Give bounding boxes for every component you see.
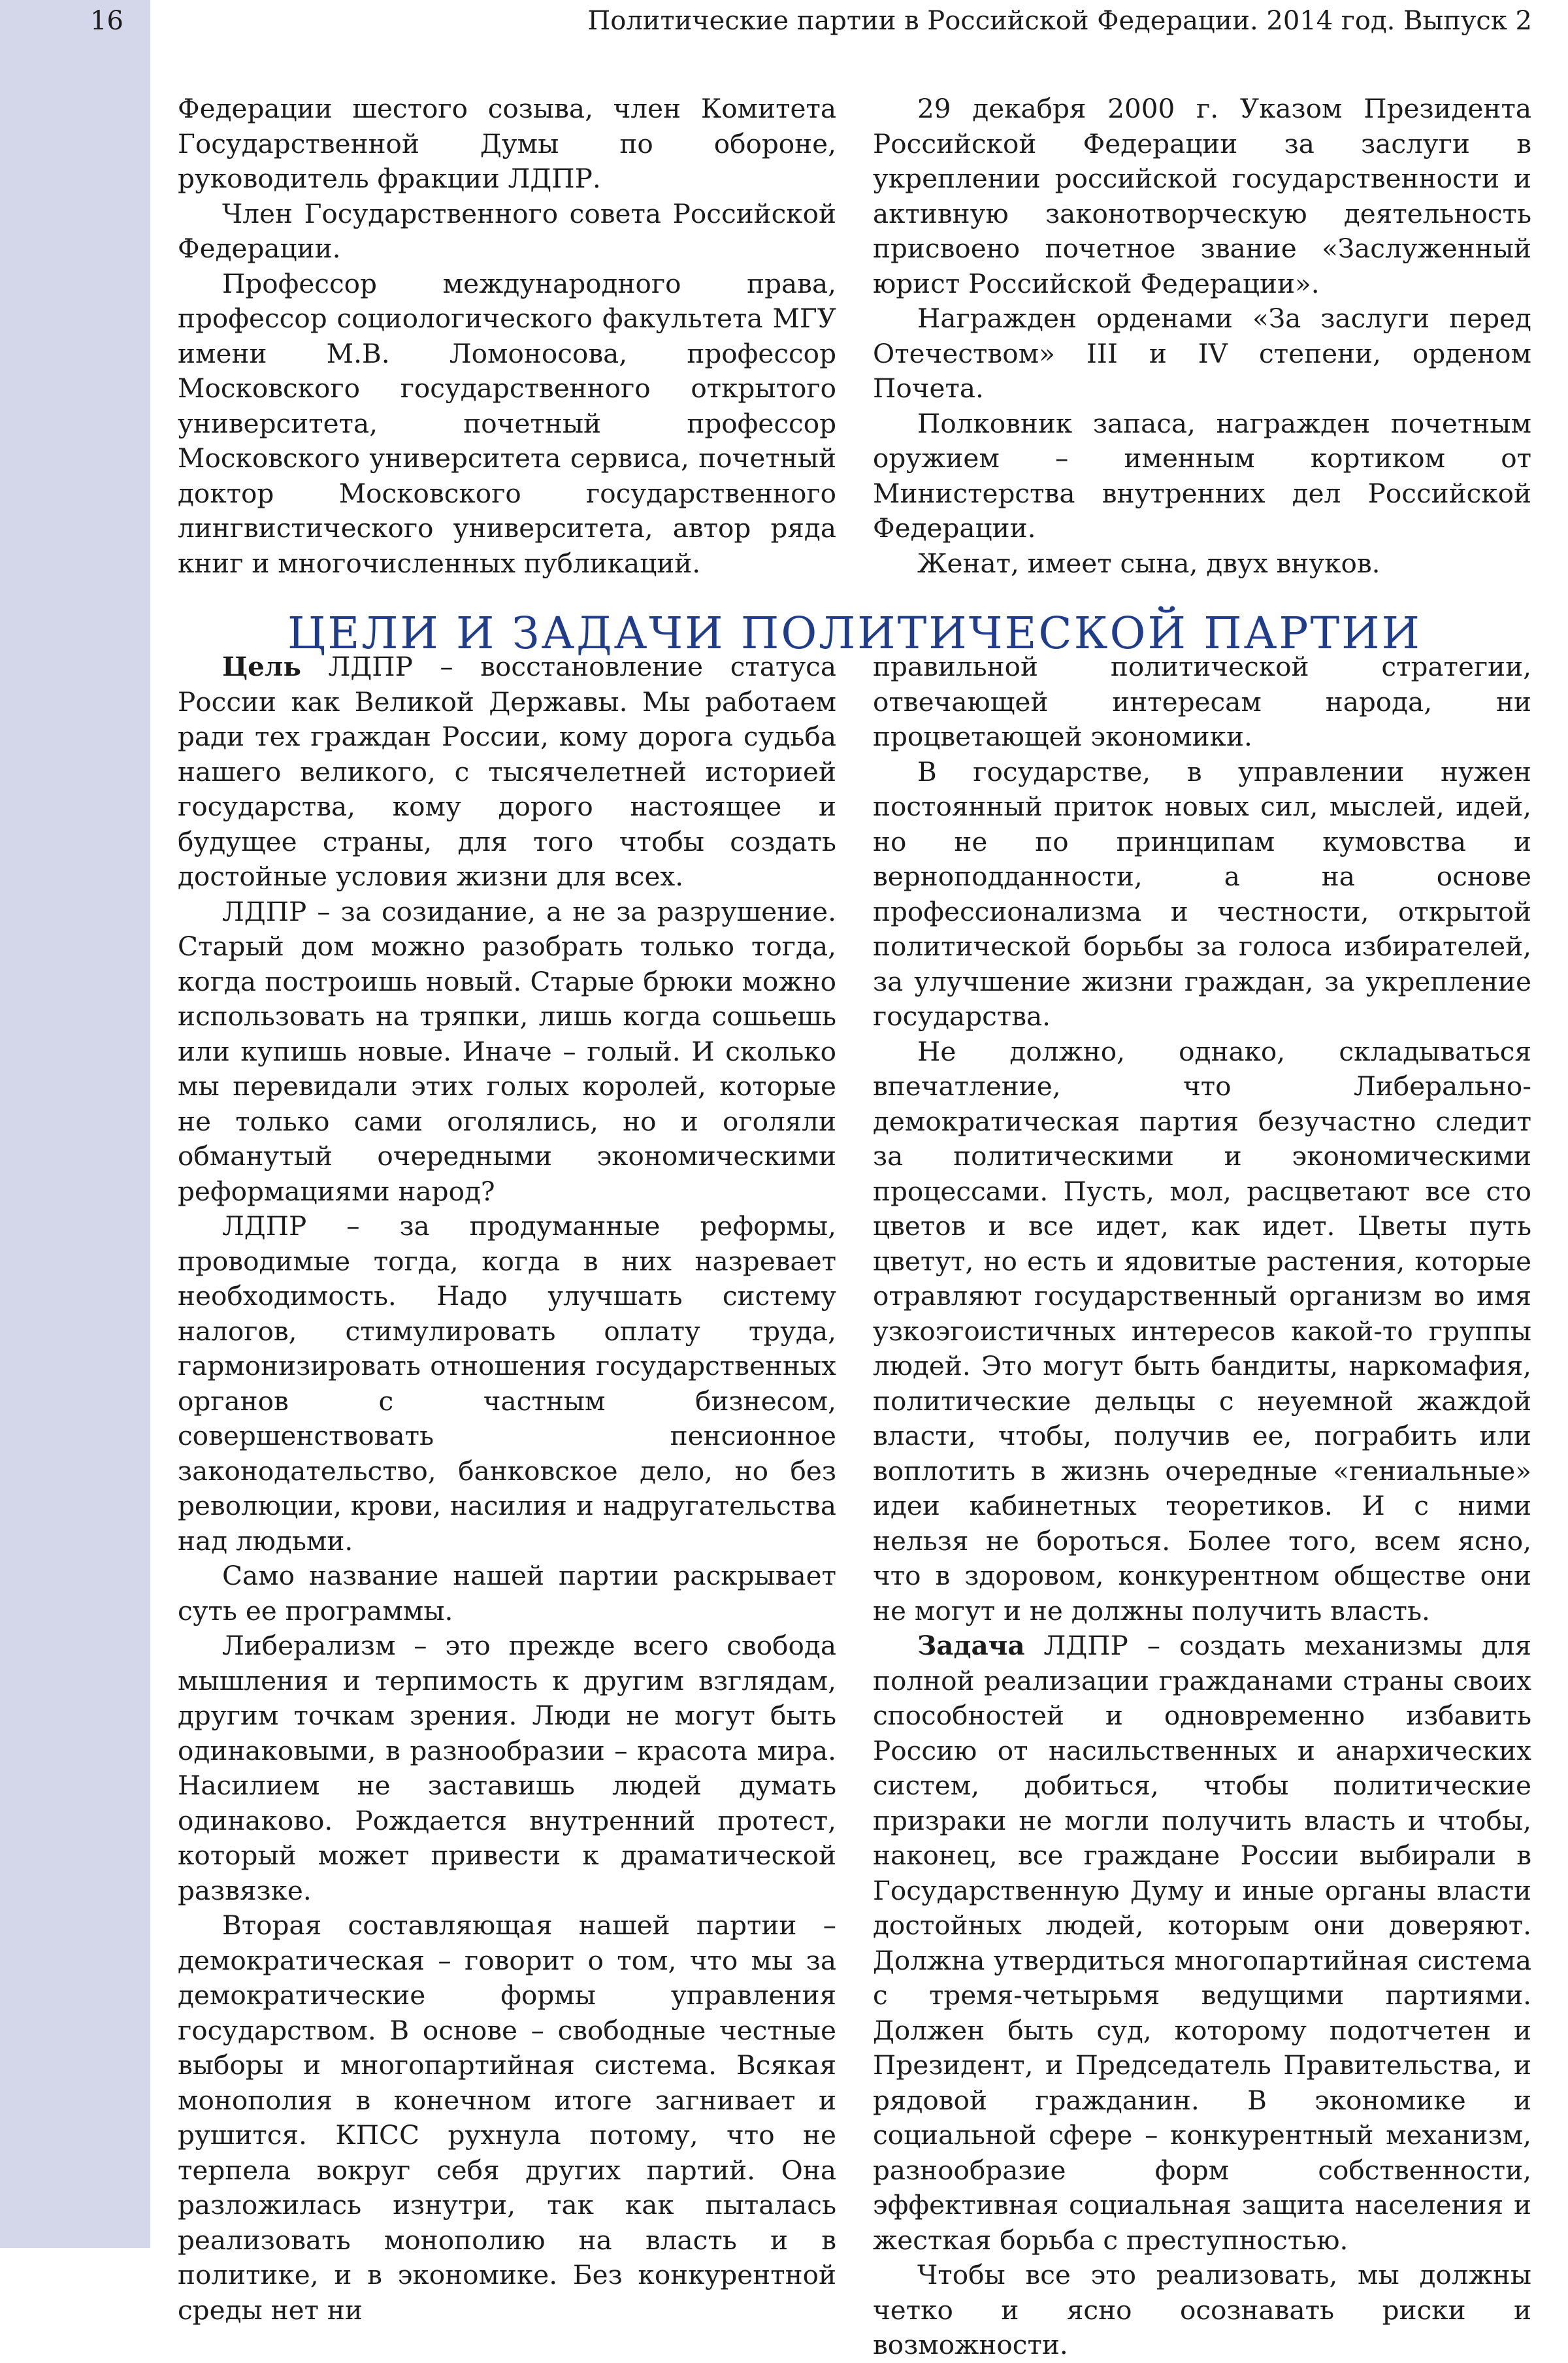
paragraph-text: ЛДПР – создать механизмы для полной реализации гражданами страны своих способностей и одновременно избавить Россию от насильственных и анархических систем, добиться, чтобы политические призраки не могли получить власть и чтобы, наконец, все граждане России выбирали в Государственную Думу и иные органы власти достойных людей, которым они доверяют. Должна утвердиться многопартийная система с тремя-четырьмя ведущими партиями. Должен быть суд, которому подотчетен и Президент, и Председатель Правительства, и рядовой гражданин. В экономике и социальной сфере – конкурентный механизм, разнообразие форм собственности, эффективная социальная защита населения и жесткая борьба с преступностью. [873, 1630, 1531, 2256]
paragraph: 29 декабря 2000 г. Указом Президента Российской Федерации за заслуги в укреплении российской государственности и активную законотворческую деятельность присвоено почетное звание «Заслуженный юрист Российской Федерации». [873, 93, 1531, 299]
paragraph: Либерализм – это прежде всего свобода мышления и терпимость к другим взглядам, другим точкам зрения. Люди не могут быть одинаковыми, в разнообразии – красота мира. Насилием не заставишь людей думать одинаково. Рождается внутренний протест, который может привести к драматической развязке. [178, 1630, 836, 1906]
paragraph: Профессор международного права, профессор социологического факультета МГУ имени М.В. Ломоносова, профессор Московского государственного открытого университета, почетный профессор Московского университета сервиса, почетный доктор Московского государственного лингвистического университета, автор ряда книг и многочисленных публикаций. [178, 267, 836, 579]
paragraph: Федерации шестого созыва, член Комитета Государственной Думы по обороне, руководитель фракции ЛДПР. [178, 93, 836, 194]
bold-term: Цель [222, 651, 301, 682]
paragraph: Само название нашей партии раскрывает суть ее программы. [178, 1560, 836, 1627]
paragraph: Награжден орденами «За заслуги перед Отечеством» III и IV степени, орденом Почета. [873, 303, 1531, 404]
page-number: 16 [90, 6, 123, 36]
paragraph: ЛДПР – за продуманные реформы, проводимые тогда, когда в них назревает необходимость. Надо улучшать систему налогов, стимулировать оплату труда, гармонизировать отношения государственных органов с частным бизнесом, совершенствовать пенсионное законодательство, банковское дело, но без революции, крови, насилия и надругательства над людьми. [178, 1210, 836, 1557]
paragraph: Не должно, однако, складываться впечатление, что Либерально-демократическая партия безучастно следит за политическими и экономическими процессами. Пусть, мол, расцветают все сто цветов и все идет, как идет. Цветы путь цветут, но есть и ядовитые растения, которые отравляют государственный организм во имя узкоэгоистичных интересов какой-то группы людей. Это могут быть бандиты, наркомафия, политические дельцы с неуемной жаждой власти, чтобы, получив ее, пограбить или воплотить в жизнь очередные «гениальные» идеи кабинетных теоретиков. И с ними нельзя не бороться. Более того, всем ясно, что в здоровом, конкурентном обществе они не могут и не должны получить власть. [873, 1035, 1531, 1627]
paragraph [873, 1628, 1531, 2258]
paragraph: Вторая составляющая нашей партии – демократическая – говорит о том, что мы за демократические формы управления государством. В основе – свободные честные выборы и многопартийная система. Всякая монополия в конечном итоге загнивает и рушится. КПСС рухнула потому, что не терпела вокруг себя других партий. Она разложилась изнутри, так как пыталась реализовать монополию на власть и в политике, и в экономике. Без конкурентной среды нет ни [178, 1909, 836, 2326]
bold-term: Задача [917, 1630, 1025, 1661]
paragraph: В государстве, в управлении нужен постоянный приток новых сил, мыслей, идей, но не по принципам кумовства и верноподданности, а на основе профессионализма и честности, открытой политической борьбы за голоса избирателей, за улучшение жизни граждан, за укрепление государства. [873, 755, 1531, 1032]
article-column-right [873, 650, 1531, 2363]
bio-column-left [178, 91, 836, 581]
paragraph: Полковник запаса, награжден почетным оружием – именным кортиком от Министерства внутренних дел Российской Федерации. [873, 407, 1531, 544]
paragraph: Член Государственного совета Российской Федерации. [178, 197, 836, 264]
paragraph: ЛДПР – за созидание, а не за разрушение. Старый дом можно разобрать только тогда, когда построишь новый. Старые брюки можно использовать на тряпки, лишь когда сошьешь или купишь новые. Иначе – голый. И сколько мы перевидали этих голых королей, которые не только сами оголялись, но и оголяли обманутый очередными экономическими реформациями народ? [178, 895, 836, 1207]
paragraph: Чтобы все это реализовать, мы должны четко и ясно осознавать риски и возможности. [873, 2259, 1531, 2360]
paragraph-text: ЛДПР – восстановление статуса России как Великой Державы. Мы работаем ради тех граждан России, кому дорога судьба нашего великого, с тысячелетней историей государства, кому дорого настоящее и будущее страны, для того чтобы создать достойные условия жизни для всех. [178, 651, 836, 892]
paragraph [178, 650, 836, 895]
paragraph: правильной политической стратегии, отвечающей интересам народа, ни процветающей экономики. [873, 651, 1531, 752]
article-column-left [178, 650, 836, 2328]
bio-column-right [873, 91, 1531, 581]
section-title: ЦЕЛИ И ЗАДАЧИ ПОЛИТИЧЕСКОЙ ПАРТИИ [287, 607, 1422, 659]
page-margin-band [0, 0, 150, 2248]
running-header: Политические партии в Российской Федерации. 2014 год. Выпуск 2 [587, 6, 1532, 36]
paragraph: Женат, имеет сына, двух внуков. [917, 547, 1380, 579]
